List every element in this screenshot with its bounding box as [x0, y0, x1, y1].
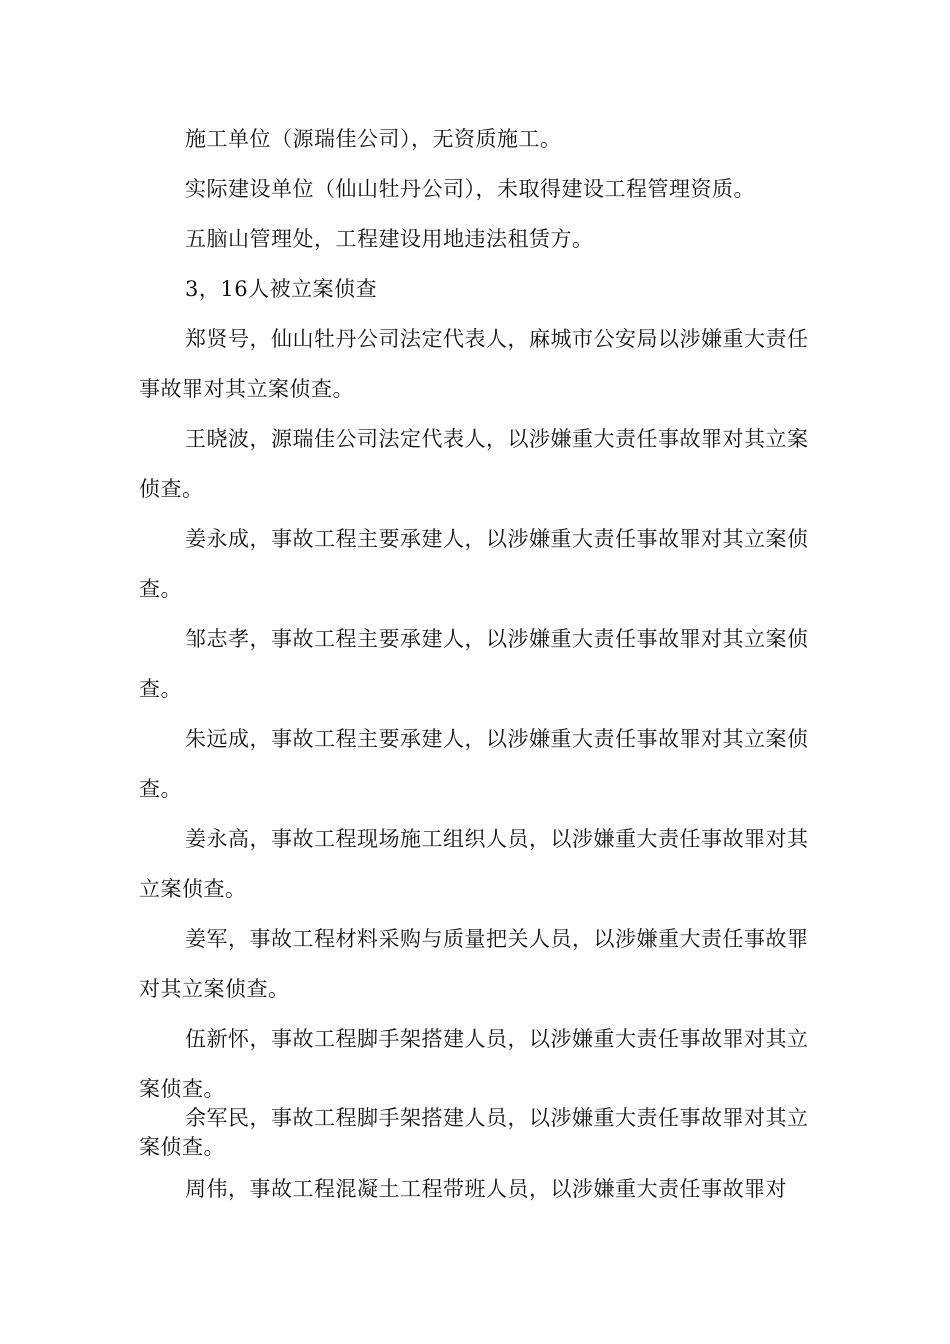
paragraph-person-5: 朱远成，事故工程主要承建人，以涉嫌重大责任事故罪对其立案侦查。 [139, 727, 809, 801]
paragraph-person-6: 姜永高，事故工程现场施工组织人员，以涉嫌重大责任事故罪对其立案侦查。 [139, 827, 809, 901]
paragraph-management-office: 五脑山管理处，工程建设用地违法租赁方。 [185, 227, 594, 251]
paragraph-person-10: 周伟，事故工程混凝土工程带班人员，以涉嫌重大责任事故罪对 [185, 1177, 787, 1201]
paragraph-actual-builder: 实际建设单位（仙山牡丹公司），未取得建设工程管理资质。 [185, 177, 755, 201]
paragraph-construction-unit: 施工单位（源瑞佳公司），无资质施工。 [185, 127, 562, 151]
section-heading-investigated: 3，16人被立案侦查 [185, 277, 378, 301]
paragraph-person-3: 姜永成，事故工程主要承建人，以涉嫌重大责任事故罪对其立案侦查。 [139, 527, 809, 601]
paragraph-person-2: 王晓波，源瑞佳公司法定代表人，以涉嫌重大责任事故罪对其立案侦查。 [139, 427, 809, 501]
paragraph-person-4: 邹志孝，事故工程主要承建人，以涉嫌重大责任事故罪对其立案侦查。 [139, 627, 809, 701]
paragraph-person-8: 伍新怀，事故工程脚手架搭建人员，以涉嫌重大责任事故罪对其立案侦查。 [139, 1027, 809, 1101]
paragraph-person-9: 余军民，事故工程脚手架搭建人员，以涉嫌重大责任事故罪对其立案侦查。 [139, 1106, 809, 1159]
paragraph-person-1: 郑贤号，仙山牡丹公司法定代表人，麻城市公安局以涉嫌重大责任事故罪对其立案侦查。 [139, 327, 809, 401]
paragraph-person-7: 姜军，事故工程材料采购与质量把关人员，以涉嫌重大责任事故罪对其立案侦查。 [139, 927, 809, 1001]
